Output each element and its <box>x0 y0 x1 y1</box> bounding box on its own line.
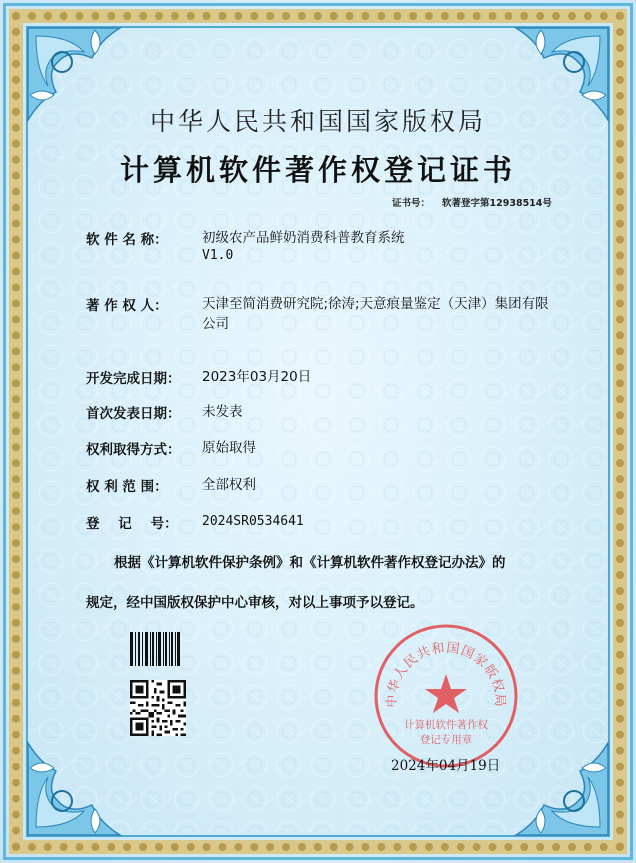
corner-ornament-bottom-left <box>0 733 130 863</box>
field-value-line2: V1.0 <box>202 248 234 263</box>
field-label: 开发完成日期： <box>86 371 181 387</box>
statement-line-2: 规定，经中国版权保护中心审核，对以上事项予以登记。 <box>86 595 424 611</box>
field-value: 2023年03月20日 <box>202 369 312 385</box>
svg-text:计算机软件著作权: 计算机软件著作权 <box>404 719 488 731</box>
svg-text:中华人民共和国国家版权局: 中华人民共和国国家版权局 <box>384 640 508 708</box>
field-label: 软 件 名 称： <box>86 232 168 248</box>
field-value: 全部权利 <box>202 477 256 493</box>
certificate-number-value: 软著登字第12938514号 <box>442 198 552 209</box>
qr-code <box>130 680 186 736</box>
statement-line-1: 根据《计算机软件保护条例》和《计算机软件著作权登记办法》的 <box>114 555 506 571</box>
field-label: 权 利 范 围： <box>86 479 168 495</box>
certificate-number <box>392 195 552 209</box>
barcode <box>130 632 180 666</box>
field-label: 权利取得方式： <box>86 442 181 458</box>
field-label: 登 记 号： <box>86 516 178 532</box>
certificate-number-label: 证书号： <box>392 198 431 209</box>
field-label: 著 作 权 人： <box>86 298 168 314</box>
field-value: 原始取得 <box>202 440 256 456</box>
field-label: 首次发表日期： <box>86 406 181 422</box>
certificate-title: 计算机软件著作权登记证书 <box>119 153 516 187</box>
field-value: 2024SR0534641 <box>202 514 304 529</box>
issuer-name: 中华人民共和国国家版权局 <box>149 107 486 136</box>
field-value: 天津至简消费研究院;徐涛;天意痕量鉴定（天津）集团有限公司 <box>202 296 549 332</box>
svg-text:登记专用章: 登记专用章 <box>419 734 473 746</box>
official-seal <box>372 622 520 770</box>
field-value: 初级农产品鲜奶消费科普教育系统 <box>202 230 405 246</box>
field-value: 未发表 <box>202 404 243 420</box>
issue-date: 2024年04月19日 <box>391 758 501 774</box>
corner-ornament-bottom-right <box>506 733 636 863</box>
